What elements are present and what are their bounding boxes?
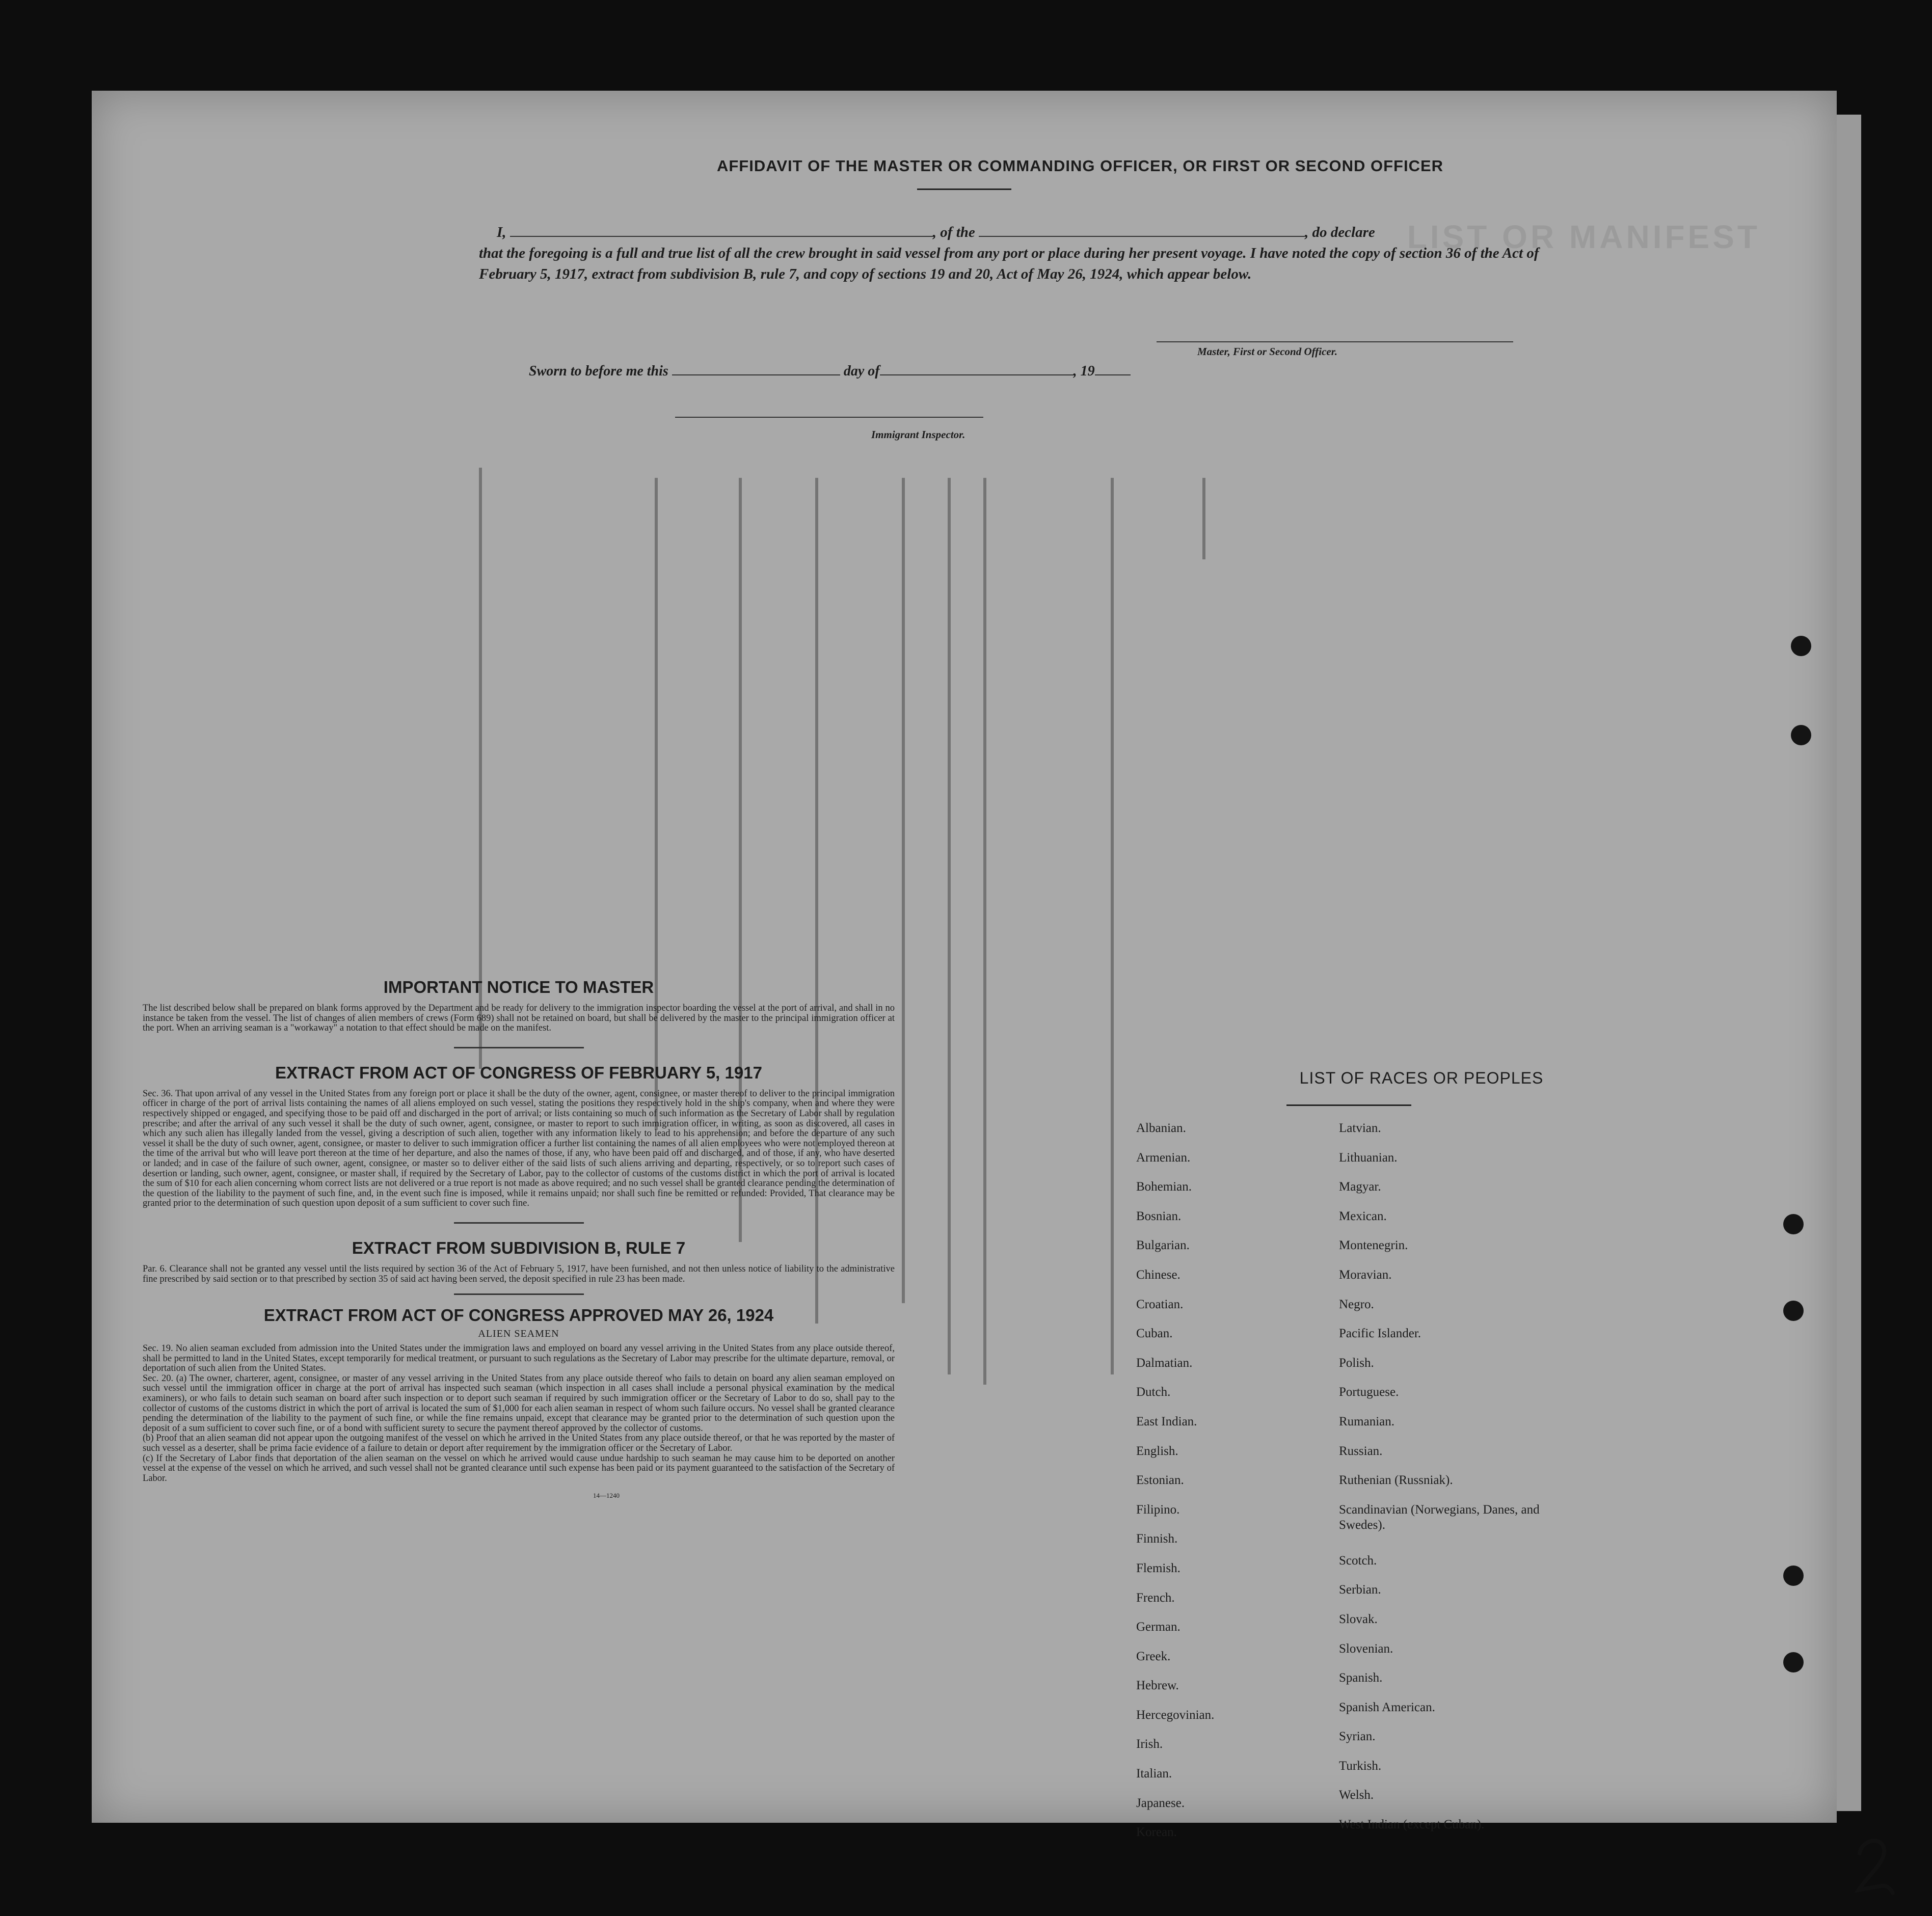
affidavit-line-1: [479, 222, 1546, 243]
race-item: Rumanian.: [1339, 1414, 1395, 1428]
race-item: Russian.: [1339, 1444, 1383, 1458]
race-item: Hebrew.: [1136, 1679, 1179, 1693]
race-item: Spanish American.: [1339, 1700, 1435, 1714]
race-item: Serbian.: [1339, 1583, 1381, 1597]
race-item: Bohemian.: [1136, 1180, 1192, 1194]
races-title-underline: [1286, 1104, 1411, 1106]
sworn-line: [529, 363, 1131, 380]
race-item: Filipino.: [1136, 1502, 1180, 1517]
race-item: German.: [1136, 1620, 1180, 1634]
races-list-left: [1136, 1121, 1214, 1854]
race-item: Welsh.: [1339, 1788, 1374, 1802]
race-item: Polish.: [1339, 1356, 1374, 1370]
race-item: Turkish.: [1339, 1759, 1382, 1773]
bleed-through-rule: [902, 478, 905, 1303]
affidavit-declare-label: , do declare: [1305, 224, 1375, 240]
sworn-year-blank[interactable]: [1095, 363, 1131, 375]
race-item: Estonian.: [1136, 1473, 1184, 1488]
race-item: Portuguese.: [1339, 1385, 1399, 1399]
bleed-through-text: LIST OR MANIFEST: [1407, 219, 1760, 255]
race-item: East Indian.: [1136, 1414, 1197, 1428]
notice-title: IMPORTANT NOTICE TO MASTER: [383, 978, 654, 996]
race-item: Moravian.: [1339, 1267, 1392, 1282]
race-item: Magyar.: [1339, 1180, 1381, 1194]
bleed-through-rule: [1111, 478, 1114, 1374]
notice-column: [143, 977, 895, 1501]
race-item: Italian.: [1136, 1767, 1172, 1781]
race-item: Dalmatian.: [1136, 1356, 1193, 1370]
races-title: LIST OF RACES OR PEOPLES: [1299, 1069, 1544, 1087]
race-item: Finnish.: [1136, 1532, 1178, 1546]
race-item: Scotch.: [1339, 1553, 1377, 1568]
sec-19-text: Sec. 19. No alien seaman excluded from admission into the United States under the immigration laws and employed on board any vessel arriving in the United States from any place outside thereof, shall be permitted to land in the United States, except temporarily for medical treatment, or pursuant to such regulations as the Secretary of Labor may prescribe for the ultimate departure, removal, or deportation of such alien from the United States.: [143, 1343, 895, 1374]
affidavit-body: [479, 222, 1546, 285]
race-item: Bulgarian.: [1136, 1238, 1190, 1253]
section-divider: [454, 1047, 584, 1048]
races-list-right: [1339, 1121, 1558, 1847]
race-item: Albanian.: [1136, 1121, 1186, 1135]
race-item: Dutch.: [1136, 1385, 1171, 1399]
race-item: Hercegovinian.: [1136, 1708, 1215, 1722]
race-item: Mexican.: [1339, 1209, 1387, 1223]
sec-20a-text: Sec. 20. (a) The owner, charterer, agent, consignee, or master of any vessel arriving in the United States from any place outside thereof who fails to detain on board any alien seaman employed on such vessel until the immigration officer in charge at the port of arrival has inspected such seaman (which inspection in all cases shall include a personal physical examination by the medical examiners), or who fails to detain such seaman on board after such inspection or to deport such seaman if required by such immigration officer or the Secretary of Labor to do so, shall pay to the collector of customs of the customs district in which the port of arrival is located the sum of $1,000 for each alien seaman in respect of whom such failure occurs. No vessel shall be granted clearance pending the determination of the liability to the payment of such fine, or while the fine remains unpaid, except that clearance may be granted prior to the determination of such question upon the deposit of a sum sufficient to cover such fine, or of a bond with sufficient surety to secure the payment thereof approved by the collector of customs.: [143, 1373, 895, 1434]
affidavit-of-the-label: , of the: [932, 224, 975, 240]
sworn-day-of-label: day of: [843, 363, 880, 379]
punch-hole: [1783, 1652, 1804, 1672]
race-item: West Indian (except Cuban).: [1339, 1818, 1485, 1832]
bleed-through-rule: [948, 478, 951, 1374]
sec-20c-text: (c) If the Secretary of Labor finds that deportation of the alien seaman on the vessel on which he arrived would cause undue hardship to such seaman he may cause him to be deported on another vessel at the expense of the vessel on which he arrived, and such vessel shall not be granted clearance until such expense has been paid or its payment guaranteed to the satisfaction of the Secretary of Labor.: [143, 1453, 895, 1483]
sworn-prefix: Sworn to before me this: [529, 363, 668, 379]
race-item: Latvian.: [1339, 1121, 1381, 1135]
race-item: Ruthenian (Russniak).: [1339, 1473, 1453, 1488]
race-item: Slovenian.: [1339, 1641, 1393, 1656]
race-item: French.: [1136, 1590, 1175, 1605]
handwritten-page-mark: [1849, 1833, 1900, 1899]
title-underline: [917, 188, 1011, 190]
punch-hole: [1791, 636, 1811, 656]
section-divider: [454, 1293, 584, 1295]
bleed-through-rule: [983, 478, 986, 1385]
affidavit-i-label: I,: [497, 224, 506, 240]
race-item: Flemish.: [1136, 1561, 1180, 1575]
race-item: Japanese.: [1136, 1796, 1185, 1810]
sworn-month-blank[interactable]: [880, 363, 1074, 375]
race-item: Spanish.: [1339, 1671, 1383, 1685]
sec-20b-text: (b) Proof that an alien seaman did not appear upon the outgoing manifest of the vessel on which he arrived in the United States from any place outside thereof, or that he was reported by the master of such vessel as a deserter, shall be prima facie evidence of a failure to detain or deport after requirement by the immigration officer or the Secretary of Labor.: [143, 1433, 895, 1454]
race-item: Korean.: [1136, 1825, 1177, 1840]
affidavit-title: AFFIDAVIT OF THE MASTER OR COMMANDING OFFICER, OR FIRST OR SECOND OFFICER: [716, 157, 1444, 175]
notice-text: The list described below shall be prepared on blank forms approved by the Department and be ready for delivery to the immigration inspector boarding the vessel at the port of arrival, and shall in no instance be taken from the vessel. The list of changes of alien members of crews (Form 689) shall not be retained on board, but shall be delivered by the master to the principal immigration officer at the port. When an arriving seaman is a "workaway" a notation to that effect should be made on the manifest.: [143, 1003, 895, 1034]
race-item: Cuban.: [1136, 1327, 1173, 1341]
extract-rule7-text: Par. 6. Clearance shall not be granted any vessel until the lists required by section 36 of the Act of February 5, 1917, have been furnished, and not then unless notice of liability to the administrative fine prescribed by said section or to that prescribed by section 35 of said act having been served, the deposit specified in rule 23 has been made.: [143, 1263, 895, 1284]
manifest-page: [92, 91, 1837, 1840]
race-item: Irish.: [1136, 1737, 1163, 1751]
punch-hole: [1783, 1566, 1804, 1586]
form-number: 14—1240: [593, 1492, 620, 1500]
race-item: Syrian.: [1339, 1730, 1376, 1744]
race-item: Croatian.: [1136, 1297, 1184, 1311]
race-item: Slovak.: [1339, 1612, 1378, 1626]
bleed-through-rule: [1202, 478, 1205, 559]
race-item: Scandinavian (Norwegians, Danes, and Swedes).: [1339, 1502, 1540, 1532]
master-caption: Master, First or Second Officer.: [1197, 345, 1337, 358]
officer-name-blank[interactable]: [510, 225, 933, 237]
race-item: English.: [1136, 1444, 1178, 1458]
inspector-signature-line[interactable]: [675, 417, 983, 418]
vessel-name-blank[interactable]: [979, 225, 1305, 237]
affidavit-statement: that the foregoing is a full and true list of all the crew brought in said vessel from any port or place during her present voyage. I have noted the copy of section 36 of the Act of February 5, 1917, extract from subdivision B, rule 7, and copy of sections 19 and 20, Act of May 26, 1924, which appear below.: [479, 245, 1539, 282]
extract-1917-text: Sec. 36. That upon arrival of any vessel in the United States from any foreign port or place it shall be the duty of the owner, agent, consignee, or master thereof to deliver to the principal immigration officer in charge of the port of arrival lists containing the names of all aliens employed on such vessel, stating the positions they respectively hold in the ship's company, when and where they were respectively shipped or engaged, and specifying those to be paid off and discharged in the port of arrival; or lists containing so much of such information as the Secretary of Labor shall by regulation prescribe; and after the arrival of any such vessel it shall be the duty of such owner, agent, consignee, or master to report to such immigration officer, in writing, as soon as discovered, all cases in which any such alien has illegally landed from the vessel, giving a description of such alien, together with any information likely to lead to his apprehension; and before the departure of any such vessel it shall be the duty of such owner, agent, consignee, or master to deliver to such immigration officer a further list containing the names of all alien employees who were not employed thereon at the time of the arrival but who will leave port thereon at the time of her departure, and also the names of those, if any, who have been paid off and discharged, and of those, if any, who have deserted or landed; and in case of the failure of such owner, agent, consignee, or master so to deliver either of the said lists of such aliens arriving and departing, respectively, or so to report such cases of desertion or landing, such owner, agent, consignee, or master shall, if required by the Secretary of Labor, pay to the collector of customs of the customs district in which the port of arrival is located the sum of $10 for each alien concerning whom correct lists are not delivered or a true report is not made as above required; and no such vessel shall be granted clearance pending the determination of the question of the liability to the payment of such fine, and, in the event such fine is imposed, while it remains unpaid; nor shall such fine be remitted or refunded: Provided, That clearance may be granted prior to the determination of such question upon deposit of a sum sufficient to cover such fine.: [143, 1088, 895, 1209]
race-item: Lithuanian.: [1339, 1150, 1398, 1165]
extract-1917-title: EXTRACT FROM ACT OF CONGRESS OF FEBRUARY 5, 1917: [275, 1063, 762, 1082]
extract-1924-subtitle: ALIEN SEAMEN: [478, 1328, 559, 1340]
sworn-day-blank[interactable]: [672, 363, 840, 375]
punch-hole: [1783, 1214, 1804, 1234]
extract-rule7-title: EXTRACT FROM SUBDIVISION B, RULE 7: [352, 1238, 686, 1257]
race-item: Negro.: [1339, 1297, 1374, 1311]
section-divider: [454, 1222, 584, 1224]
race-item: Armenian.: [1136, 1150, 1191, 1165]
race-item: Chinese.: [1136, 1267, 1180, 1282]
race-item: Greek.: [1136, 1649, 1171, 1663]
race-item: Montenegrin.: [1339, 1238, 1408, 1253]
race-item: Pacific Islander.: [1339, 1327, 1421, 1341]
sworn-year-label: , 19: [1073, 363, 1095, 379]
punch-hole: [1783, 1301, 1804, 1321]
race-item: Bosnian.: [1136, 1209, 1182, 1223]
punch-hole: [1791, 725, 1811, 745]
extract-1924-title: EXTRACT FROM ACT OF CONGRESS APPROVED MAY 26, 1924: [263, 1306, 774, 1325]
inspector-caption: Immigrant Inspector.: [871, 428, 965, 441]
master-signature-line[interactable]: [1157, 341, 1513, 342]
